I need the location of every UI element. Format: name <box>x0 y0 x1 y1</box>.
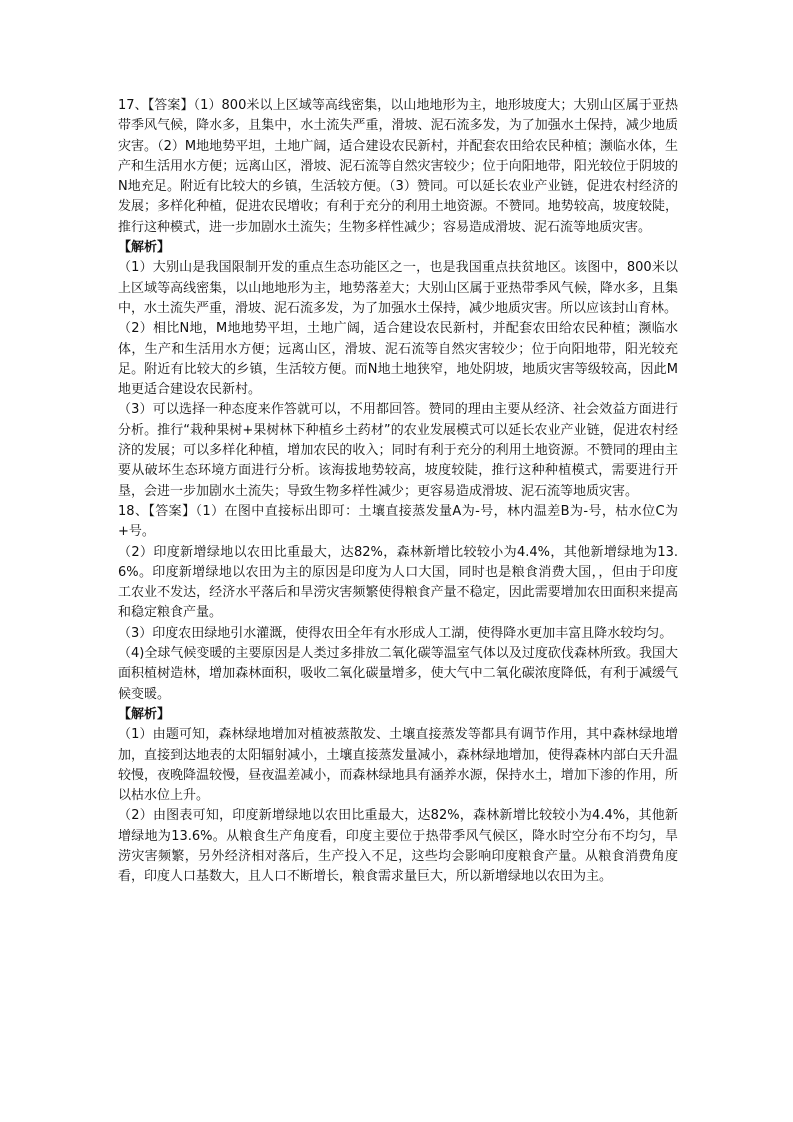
q18-answer: 18、【答案】（1）在图中直接标出即可：土壤直接蒸发量A为-号，林内温差B为-号，枯水位C为+号。 <box>118 503 678 540</box>
q18-analysis-heading: 【解析】 <box>118 706 171 722</box>
q18-analysis-1: （1）由题可知，森林绿地增加对植被蒸散发、土壤直接蒸发等都具有调节作用，其中森林绿地增加，直接到达地表的太阳辐射减小，土壤直接蒸发量减小，森林绿地增加，使得森林内部白天升温较慢，夜晚降温较慢，昼夜温差减小，而森林绿地具有涵养水源，保持水土，增加下渗的作用，所以枯水位上升。 <box>118 727 678 804</box>
q18-analysis-2: （2）由图表可知，印度新增绿地以农田比重最大，达82%，森林新增比较较小为4.4%，其他新增绿地为13.6%。从粮食生产角度看，印度主要位于热带季风气候区，降水时空分布不均匀，旱涝灾害频繁，另外经济相对落后，生产投入不足，这些均会影响印度粮食产量。从粮食消费角度看，印度人口基数大，且人口不断增长，粮食需求量巨大，所以新增绿地以农田为主。 <box>118 808 678 885</box>
q17-analysis-1: （1）大别山是我国限制开发的重点生态功能区之一，也是我国重点扶贫地区。该图中，800米以上区域等高线密集，以山地地形为主，地势落差大；大别山区属于亚热带季风气候，降水多，且集中，水土流失严重，滑坡、泥石流多发，为了加强水土保持，减少地质灾害。所以应该封山育林。 <box>118 260 678 316</box>
q17-analysis-2: （2）相比N地，M地地势平坦，土地广阔，适合建设农民新村，并配套农田给农民种植；濒临水体，生产和生活用水方便；远离山区，滑坡、泥石流等自然灾害较少；位于向阳地带，阳光较充足。附近有比较大的乡镇，生活较方便。而N地土地狭窄，地处阴坡，地质灾害等级较高，因此M地更适合建设农民新村。 <box>118 321 678 398</box>
q17-analysis-3: （3）可以选择一种态度来作答就可以，不用都回答。赞同的理由主要从经济、社会效益方面进行分析。推行“栽种果树+果树林下种植乡土药材”的农业发展模式可以延长农业产业链，促进农村经济的发展；可以多样化种植，增加农民的收入；同时有利于充分的利用土地资源。不赞同的理由主要从破坏生态环境方面进行分析。该海拔地势较高，坡度较陡，推行这种种植模式，需要进行开垦，会进一步加剧水土流失；导致生物多样性减少；更容易造成滑坡、泥石流等地质灾害。 <box>118 402 678 499</box>
q17-analysis-heading: 【解析】 <box>118 240 171 256</box>
q17-answer: 17、【答案】（1）800米以上区域等高线密集，以山地地形为主，地形坡度大；大别山区属于亚热带季风气候，降水多，且集中，水土流失严重，滑坡、泥石流多发，为了加强水土保持，减少地质灾害。（2）M地地势平坦，土地广阔，适合建设农民新村，并配套农田给农民种植；濒临水体，生产和生活用水方便；远离山区，滑坡、泥石流等自然灾害较少；位于向阳地带，阳光较位于阴坡的N地充足。附近有比较大的乡镇，生活较方便。（3）赞同。可以延长农业产业链，促进农村经济的发展；多样化种植，促进农民增收；有利于充分的利用土地资源。不赞同。地势较高，坡度较陡，推行这种模式，进一步加剧水土流失；生物多样性减少；容易造成滑坡、泥石流等地质灾害。 <box>118 98 678 235</box>
document-page <box>118 96 678 888</box>
q18-answer-4: （4)全球气候变暖的主要原因是人类过多排放二氧化碳等温室气体以及过度砍伐森林所致。我国大面积植树造林，增加森林面积，吸收二氧化碳量增多，使大气中二氧化碳浓度降低，有利于减缓气候变暖。 <box>118 646 678 702</box>
q18-answer-2: （2）印度新增绿地以农田比重最大，达82%，森林新增比较较小为4.4%，其他新增绿地为13.6%。印度新增绿地以农田为主的原因是印度为人口大国，同时也是粮食消费大国，，但由于印度工农业不发达，经济水平落后和旱涝灾害频繁使得粮食产量不稳定，因此需要增加农田面积来提高和稳定粮食产量。 <box>118 544 678 621</box>
q18-answer-3: （3）印度农田绿地引水灌溉，使得农田全年有水形成人工湖，使得降水更加丰富且降水较均匀。 <box>118 625 673 641</box>
